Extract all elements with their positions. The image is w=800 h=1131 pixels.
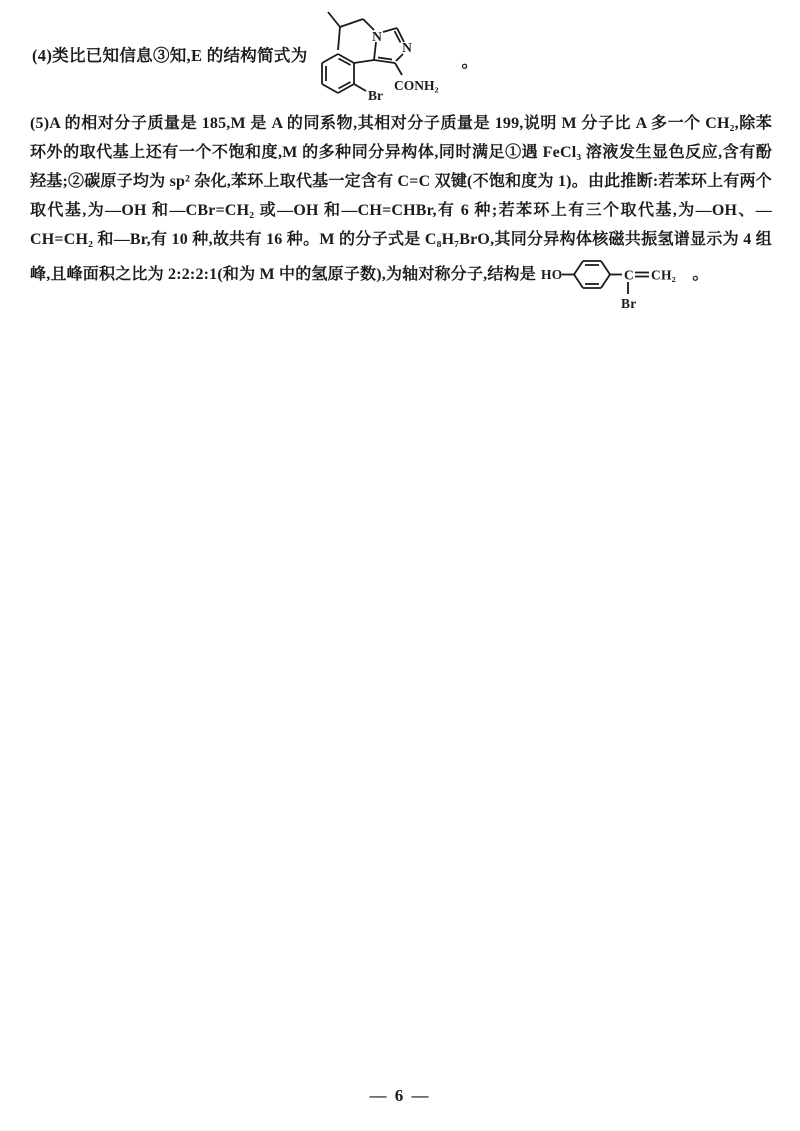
structure-E-diagram	[310, 0, 452, 108]
vinyl-carbon-label: C	[624, 267, 635, 283]
br-atom-label: Br	[621, 296, 637, 311]
hydroxyl-group-label: HO	[541, 267, 563, 282]
question-5-paragraph	[30, 109, 772, 314]
n1-atom-label: N	[371, 29, 382, 44]
structure-M-diagram	[540, 254, 688, 314]
n3-atom-label: N	[401, 40, 412, 55]
question-5-text: (5)A 的相对分子质量是 185,M 是 A 的同系物,其相对分子质量是 199,说明 M 分子比 A 多一个 CH₂,除苯环外的取代基上还有一个不饱和度,M 的多种同分异构体,同时满足①遇 FeCl₃ 溶液发生显色反应,含有酚羟基;②碳原子均为 sp² 杂化,苯环上取代基一定含有 C=C 双键(不饱和度为 1)。由此推断:若苯环上有两个取代基,为—OH 和—CBr=CH₂ 或—OH 和—CH=CHBr,有 6 种;若苯环上有三个取代基,为—OH、—CH=CH₂ 和—Br,有 10 种,故共有 16 种。M 的分子式是 C₈H₇BrO,其同分异构体核磁共振氢谱显示为 4 组峰,且峰面积之比为 2:2:2:1(和为 M 中的氢原子数),为轴对称分子,结构是	[30, 115, 772, 283]
page-number: — 6 —	[369, 1086, 431, 1105]
structure-M-bonds	[562, 261, 649, 294]
amide-group-label: CONH₂	[393, 78, 439, 93]
page-footer	[0, 1086, 800, 1106]
question-4-text: (4)类比已知信息③知,E 的结构简式为	[32, 46, 308, 65]
structure-E-bonds	[322, 12, 404, 93]
question-4	[32, 0, 478, 108]
question-5-period: 。	[688, 266, 709, 283]
methylene-group-label: CH₂	[651, 267, 677, 283]
question-4-period: 。	[461, 52, 478, 71]
br-atom-label: Br	[367, 88, 383, 103]
